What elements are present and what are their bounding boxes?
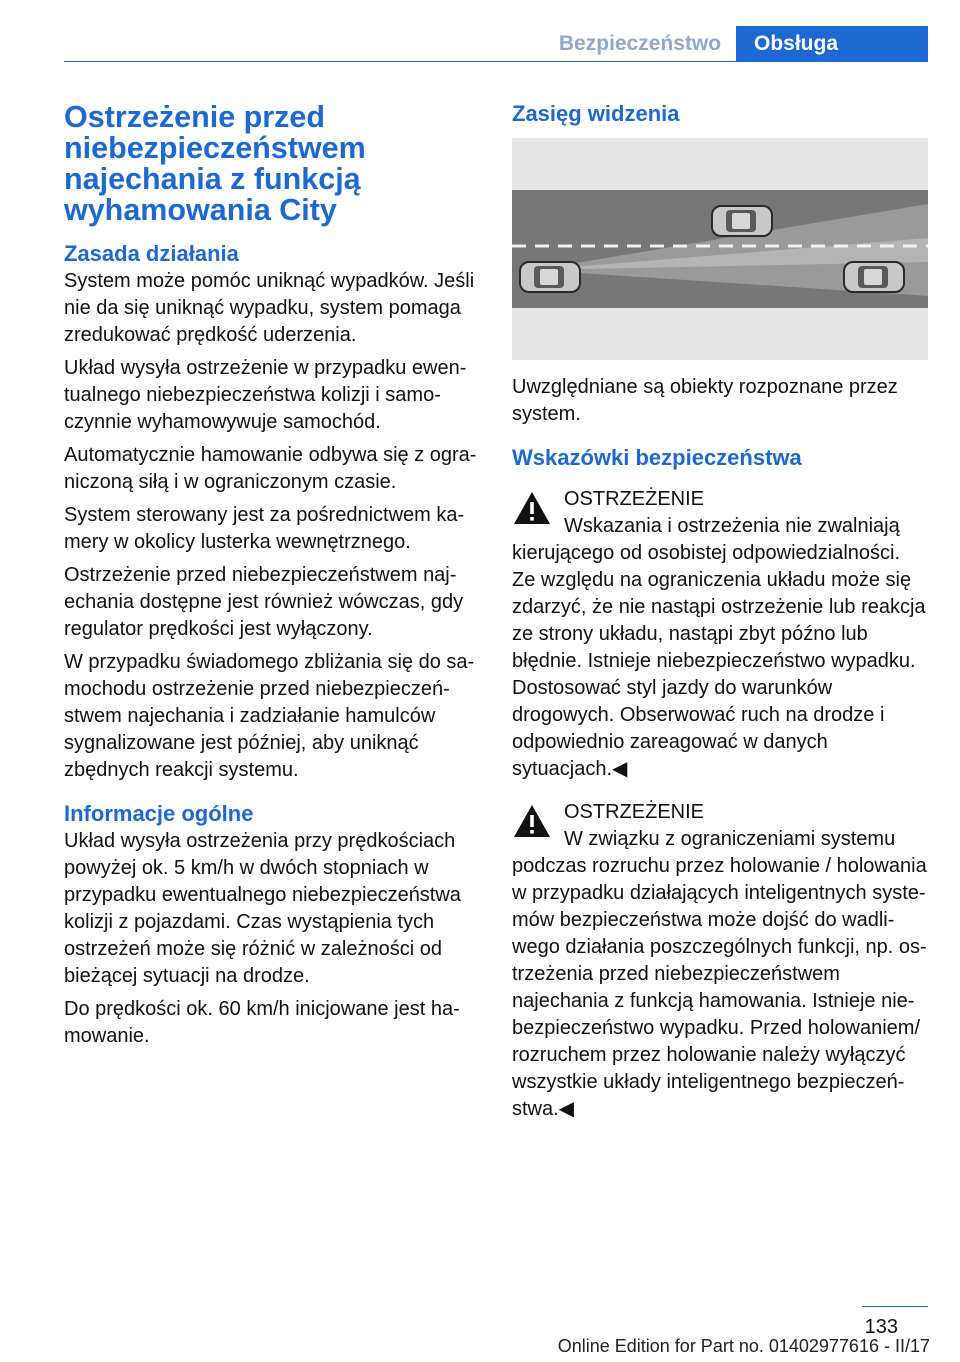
footer-rule bbox=[862, 1306, 928, 1307]
header-rule bbox=[64, 61, 928, 62]
warning-title: OSTRZEŻENIE bbox=[564, 488, 705, 510]
header-chapter-label: Obsługa bbox=[754, 32, 839, 55]
warning-text bbox=[512, 513, 928, 783]
warning-block bbox=[512, 799, 928, 1123]
principle-paragraph: Automatycznie hamowanie odbywa się z ograniczoną siłą i w ograniczonym czasie. bbox=[64, 444, 477, 493]
principle-paragraph: Ostrzeżenie przed niebezpieczeństwem najechania dostępne jest również wówczas, gdy regulator prędkości jest wyłączony. bbox=[64, 564, 464, 640]
own-car-icon bbox=[520, 262, 580, 292]
warning-text-content: W związku z ograniczeniami systemu podczas rozruchu przez holowanie / holowania w przypadku działających inteligentnych systemów bezpieczeństwa może dojść do wadliwego działania poszczególnych funkcji, np. ostrzeżenia przed niebezpieczeństwem najechania z funkcją hamowania. Istnieje niebezpieczeństwo wypadku. Przed holowaniem/ rozruchem przez holowanie należy wyłączyć wszystkie układy inteligentnego bezpieczeństwa.◀ bbox=[512, 828, 927, 1120]
range-caption: Uwzględniane są obiekty rozpoznane przez system. bbox=[512, 376, 898, 425]
left-column bbox=[64, 102, 478, 1056]
car-same-lane-icon bbox=[844, 262, 904, 292]
warning-triangle-icon bbox=[512, 803, 552, 839]
principle-paragraph: System może pomóc uniknąć wypadków. Jeśli nie da się uniknąć wypadku, system pomaga zredukować prędkość uderzenia. bbox=[64, 270, 475, 346]
general-paragraph: Do prędkości ok. 60 km/h inicjowane jest hamowanie. bbox=[64, 998, 460, 1047]
general-paragraph: Układ wysyła ostrzeżenia przy prędkościach powyżej ok. 5 km/h w dwóch stopniach w przypadku ewentualnego niebezpieczeństwa kolizji z pojazdami. Czas wystąpienia tych ostrzeżeń może się różnić w zależności od bieżącej sytuacji na drodze. bbox=[64, 830, 461, 987]
car-ahead-icon bbox=[712, 206, 772, 236]
warning-text-content: Wskazania i ostrzeżenia nie zwalniają kierującego od osobistej odpowiedzialności. Ze względu na ograniczenia układu może się zdarzyć, że nie nastąpi ostrzeżenie lub reakcja ze strony układu, nastąpi zbyt późno lub błędnie. Istnieje niebezpieczeństwo wypadku. Dostosować styl jazdy do warunków drogowych. Obserwować ruch na drodze i odpowiednio zareagować w danych sytuacjach.◀ bbox=[512, 515, 926, 780]
warning-triangle-icon bbox=[512, 490, 552, 526]
general-heading: Informacje ogólne bbox=[64, 801, 254, 826]
page-number: 133 bbox=[864, 1316, 898, 1338]
warning-text bbox=[512, 826, 928, 1123]
right-column bbox=[512, 100, 928, 1129]
warning-block bbox=[512, 486, 928, 783]
principle-paragraph: System sterowany jest za pośrednictwem kamery w okolicy lusterka wewnętrznego. bbox=[64, 504, 465, 553]
detection-range-illustration bbox=[512, 138, 928, 360]
principle-heading: Zasada działania bbox=[64, 241, 239, 266]
safety-heading: Wskazówki bezpieczeństwa bbox=[512, 445, 802, 470]
range-heading: Zasięg widzenia bbox=[512, 101, 680, 126]
warning-title: OSTRZEŻENIE bbox=[564, 801, 705, 823]
edition-note: Online Edition for Part no. 01402977616 - II/17 bbox=[557, 1336, 930, 1356]
page-title: Ostrzeżenie przed niebezpieczeństwem najechania z funkcją wyhamowania City bbox=[64, 100, 366, 227]
header-chapter-tab bbox=[736, 26, 928, 62]
principle-paragraph: W przypadku świadomego zbliżania się do samochodu ostrzeżenie przed niebezpieczeństwem najechania i zadziałanie hamulców sygnalizowane jest później, aby uniknąć zbędnych reakcji systemu. bbox=[64, 651, 475, 781]
principle-paragraph: Układ wysyła ostrzeżenie w przypadku ewentualnego niebezpieczeństwa kolizji i samoczynnie wyhamowywuje samochód. bbox=[64, 357, 467, 433]
header-section-label: Bezpieczeństwo bbox=[558, 32, 722, 55]
